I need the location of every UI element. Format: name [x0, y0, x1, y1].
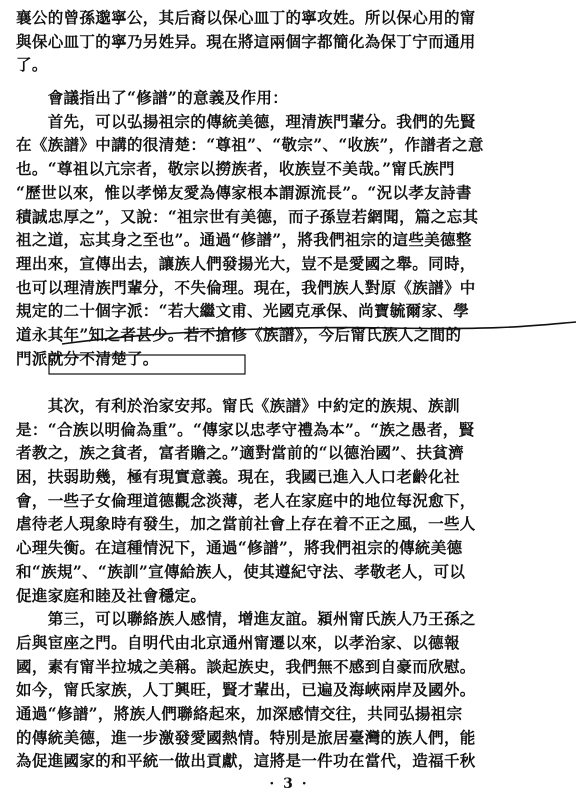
- text-line: 國，素有甯半拉城之美稱。談起族史，我們無不感到自豪而欣慰。: [16, 656, 476, 676]
- text-line: “歷世以來，惟以孝悌友愛為傳家根本謂源流長”。“況以孝友詩書: [16, 182, 472, 202]
- text-line: 者教之，族之貧者，富者贍之。”適對當前的“以德治國”、扶貧濟: [16, 443, 464, 463]
- paragraph-second: [16, 394, 564, 607]
- text-line: 規定的二十個字派：“若大繼文甫、光國克承保、尚寶毓爾家、學: [16, 301, 470, 321]
- text-line: 在《族譜》中講的很清楚：“尊祖”、“敬宗”、“收族”，作譜者之意: [16, 135, 484, 155]
- text-line: 通過“修譜”，將族人們聯絡起來，加深感情交往，共同弘揚祖宗: [16, 703, 463, 723]
- text-line: 祖之道，忘其身之至也”。通過“修譜”，將我們祖宗的這些美德整: [16, 230, 472, 250]
- text-line: 也可以理清族門輩分，不失倫理。現在，我們族人對原《族譜》中: [16, 277, 476, 297]
- text-line: 也。“尊祖以亢宗者，敬宗以撈族者，收族豈不美哉。”甯氏族門: [16, 159, 455, 179]
- text-line: 如今，甯氏家族，人丁興旺，賢才輩出，已遍及海峽兩岸及國外。: [16, 680, 476, 700]
- text-line: [16, 370, 564, 394]
- text-line: 襄公的曾孫邈寧公，其后裔以保心皿丁的寧攻姓。所以保心用的甯: [16, 8, 476, 27]
- text-line: 促進家庭和睦及社會穩定。: [16, 585, 207, 605]
- text-line: 和“族規”、“族訓”宣傳給族人，使其遵紀守法、孝敬老人，可以: [16, 561, 466, 581]
- page-number: · 3 ·: [269, 776, 309, 792]
- text-line: 心理失衡。在這種情況下，通過“修譜”，將我們祖宗的傳統美德: [16, 538, 463, 558]
- text-line: 后與宦座之門。自明代由北京通州甯遷以來，以孝治家、以德報: [16, 632, 460, 652]
- text-line: 其次，有利於治家安邦。甯氏《族譜》中約定的族規、族訓: [16, 396, 460, 415]
- paragraph-third: [16, 607, 564, 773]
- text-line: 了。: [16, 55, 48, 75]
- text-line: 會，一些子女倫理道德觀念淡薄，老人在家庭中的地位每況愈下，: [16, 490, 476, 510]
- paragraph-significance-first: [16, 86, 564, 394]
- text-line: 門派就分不清楚了。: [16, 348, 159, 368]
- text-line: 的傳統美德，進一步激發愛國熱情。特別是旅居臺灣的族人們，能: [16, 727, 476, 747]
- text-line: 道永其年”知之者甚少。若不搶修《族譜》，今后甯氏族人之間的: [16, 324, 462, 344]
- text-line: 積誠忠厚之”，又說：“祖宗世有美德，而子孫豈若網聞，篇之忘其: [16, 206, 479, 226]
- text-line: 理出來，宣傳出去，讓族人們發揚光大，豈不是愛國之舉。同時，: [16, 253, 476, 273]
- text-line: 會議指出了“修譜”的意義及作用：: [16, 88, 289, 108]
- text-line: 虐待老人現象時有發生，加之當前社會上存在着不正之風，一些人: [16, 514, 476, 534]
- paragraph-surname-note: [16, 6, 564, 77]
- text-line: 第三，可以聯絡族人感情，增進友誼。潁州甯氏族人乃王孫之: [16, 609, 476, 629]
- text-line: 是：“合族以明倫為重”。“傳家以忠孝守禮為本”。“族之愚者，賢: [16, 419, 475, 439]
- text-line: 困，扶弱助幾，極有現實意義。現在，我國已進入人口老齡化社: [16, 467, 460, 487]
- text-line: 首先，可以弘揚祖宗的傳統美德，理清族門輩分。我們的先賢: [16, 111, 476, 131]
- text-line: 為促進國家的和平統一做出貢獻，這將是一件功在當代，造福千秋: [16, 751, 476, 771]
- text-line: 與保心皿丁的寧乃另姓异。現在將這兩個字都簡化為保丁宁而通用: [16, 31, 476, 51]
